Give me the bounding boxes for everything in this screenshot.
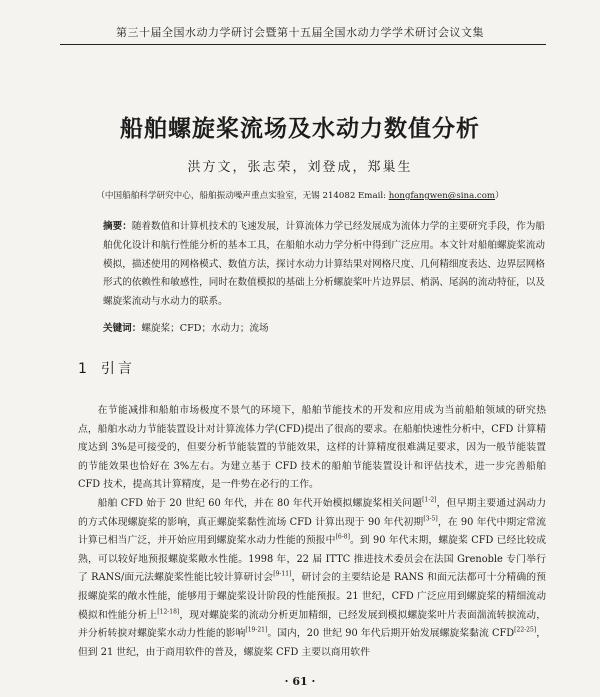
paragraph-text: 船舶 CFD 始于 20 世纪 60 年代，并在 80 年代开始模拟螺旋桨相关问题 [97,497,423,509]
section-number: 1 [78,361,87,377]
paragraph-text: ，在 90 年代中期定常流计算已相当广泛，并开始应用到螺旋桨水动力性能的预报中 [78,516,546,547]
citation: [12-18] [157,608,180,616]
paragraph [78,495,546,662]
abstract-label: 摘要： [103,221,132,232]
author-email-link[interactable]: hongfangwen@sina.com [388,191,496,201]
section-title: 引言 [100,361,135,377]
paragraph: 在节能减排和船舶市场极度不景气的环境下，船舶节能技术的开发和应用成为当前船舶领域的研究热点，船舶水动力节能装置设计对计算流体力学(CFD)提出了很高的要求。在船舶快速性分析中，CFD 计算精度达到 3%是可接受的，但要分析节能装置的节能效果，这样的计算精度很难满足要求，因为一般节能装置的节能效果也恰好在 3%左右。为建立基于 CFD 技术的船舶节能装置设计和评估技术，进一步完善船舶 CFD 技术，提高其计算精度，是一件势在必行的工作。 [78,405,546,491]
paragraph-text: 。国内，20 世纪 90 年代后期开始发展螺旋桨黏流 CFD [267,628,515,640]
keywords-text: 螺旋桨；CFD；水动力；流场 [141,323,269,334]
paragraph-text: 。到 90 年代末期，螺旋桨 CFD 已经比较成熟，可以较好地预报螺旋桨敞水性能。1998 年，22 届 ITTC 推进技术委员会在法国 Grenoble 专门举行了 RANS/面元法螺旋桨性能比较计算研讨会 [78,535,547,584]
citation: [6-8] [335,533,350,541]
section-heading [78,358,135,378]
paragraph-text: ，但到 21 世纪，由于商用软件的普及，螺旋桨 CFD 主要以商用软件 [78,628,547,658]
paper-title: 船舶螺旋桨流场及水动力数值分析 [120,116,480,142]
paragraph-text: ，现对螺旋桨的流动分析更加精细，已经发展到模拟螺旋桨叶片表面湍流转捩流动，并分析转捩对螺旋桨水动力性能的影响 [78,609,547,640]
paper-affiliation [0,189,600,201]
affiliation-text: （中国船舶科学研究中心，船舶振动噪声重点实验室，无锡 214082 Email: [96,191,389,201]
citation: [9-11] [273,571,292,579]
abstract-text: 随着数值和计算机技术的飞速发展，计算流体力学已经发展成为流体力学的主要研究手段，作为船舶优化设计和航行性能分析的基本工具，在船舶水动力学分析中得到广泛应用。本文针对船舶螺旋桨流动模拟，描述使用的网格模式、数值方法，探讨水动力计算结果对网格尺度、几何精细度表达、边界层网格形式的依赖性和敏感性，同时在数值模拟的基础上分析螺旋桨叶片边界层、梢涡、尾涡的流动特征，以及螺旋桨流动与水动力的联系。 [103,221,545,308]
affiliation-close: ） [495,191,504,201]
citation: [19-21] [245,626,268,634]
abstract [103,218,545,312]
citation: [22-25] [514,626,537,634]
keywords [103,320,545,338]
paragraph-text: ，研讨会的主要结论是 RANS 和面元法都可十分精确的预报螺旋桨的敞水性能，能够用于螺旋桨设计阶段的性能预报。21 世纪，CFD 广泛应用到螺旋桨的精细流动模拟和性能分析上 [78,572,546,621]
running-header: 第三十届全国水动力学研讨会暨第十五届全国水动力学学术研讨会议文集 [116,26,484,39]
citation: [3-5] [423,515,438,523]
keywords-label: 关键词： [103,323,142,334]
page-number: · 61 · [284,675,316,688]
citation: [1-2] [422,496,437,504]
paper-authors: 洪方文，张志荣，刘登成，郑巢生 [187,160,413,175]
paragraph-text: ，但早期主要通过涡动力的方式体现螺旋桨的影响，真正螺旋桨黏性流场 CFD 计算出现于 90 年代初期 [78,497,546,528]
header-rule [60,44,546,45]
body-text [78,402,546,662]
